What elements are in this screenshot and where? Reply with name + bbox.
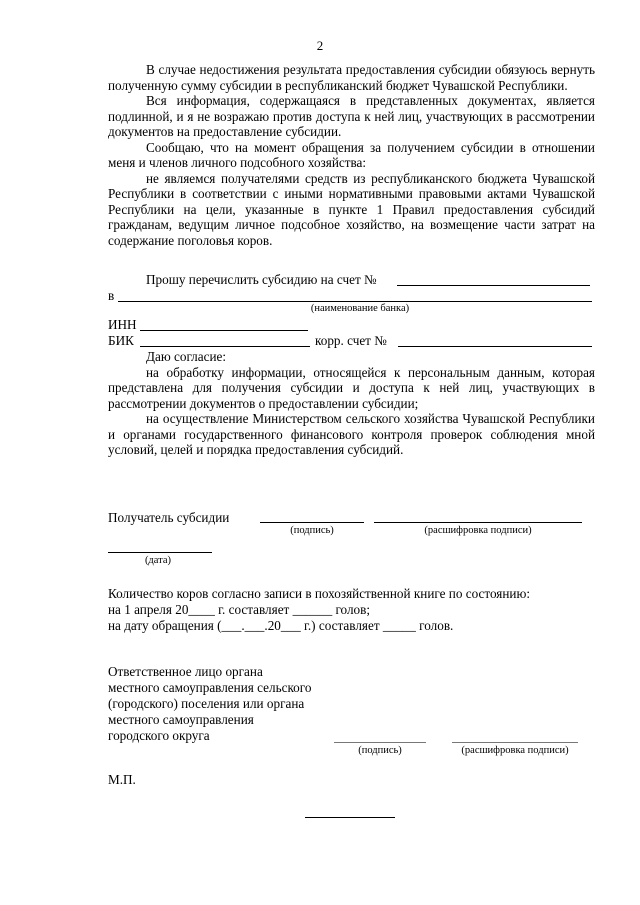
recipient-date-caption: (дата) [144, 555, 172, 566]
consent-heading: Даю согласие: [146, 349, 227, 364]
official-signature-caption: (подпись) [358, 745, 402, 756]
inn-label: ИНН [108, 317, 137, 332]
cows-request-date: на дату обращения (___.___.20___ г.) составляет _____ голов. [108, 618, 454, 633]
bank-name-caption: (наименование банка) [310, 303, 410, 314]
stamp-label: М.П. [108, 772, 136, 787]
cows-april: на 1 апреля 20____ г. составляет ______ голов; [108, 602, 371, 617]
recipient-decoding-caption: (расшифровка подписи) [424, 525, 532, 536]
page-number: 2 [316, 38, 324, 53]
bik-field[interactable] [140, 346, 310, 347]
bik-label: БИК [108, 333, 134, 348]
bank-name-field[interactable] [118, 301, 592, 302]
paragraph-authenticity: Вся информация, содержащаяся в представленных документах, является подлинной, и я не возражаю против доступа к ней лиц, участвующих в рассмотрении документов на предоставление субсидии. [108, 93, 595, 139]
footer-rule [305, 817, 395, 818]
paragraph-not-recipients: не являемся получателями средств из республиканского бюджета Чувашской Республики в соответствии с иными нормативными правовыми актами Чувашской Республики на цели, указанные в пункте 1 Правил предоставления субсидий гражданам, ведущим личное подсобное хозяйство, на возмещение части затрат на содержание поголовья коров. [108, 170, 595, 248]
official-decoding-field[interactable] [452, 742, 578, 743]
official-decoding-caption: (расшифровка подписи) [461, 745, 569, 756]
paragraph-refund: В случае недостижения результата предоставления субсидии обязуюсь вернуть полученную сумму субсидии в республиканский бюджет Чувашской Республики. [108, 62, 595, 93]
consent-personal-data: на обработку информации, относящейся к персональным данным, которая представлена для получения субсидии и доступа к ней лиц, участвующих в рассмотрении документов о предоставлении субсидии; [108, 364, 595, 411]
paragraph-notice: Сообщаю, что на момент обращения за получением субсидии в отношении меня и членов личного подсобного хозяйства: [108, 139, 595, 170]
inn-field[interactable] [140, 330, 308, 331]
corr-account-label: корр. счет № [315, 333, 387, 348]
official-signature-field[interactable] [334, 742, 426, 743]
consent-inspections: на осуществление Министерством сельского хозяйства Чувашской Республики и органами государственного финансового контроля проверок соблюдения мной условий, целей и порядка предоставления субсидий. [108, 411, 595, 457]
consent-block [108, 349, 595, 458]
recipient-signature-field[interactable] [260, 522, 364, 523]
recipient-date-field[interactable] [108, 552, 212, 553]
recipient-label: Получатель субсидии [108, 510, 230, 525]
recipient-decoding-field[interactable] [374, 522, 582, 523]
recipient-signature-caption: (подпись) [290, 525, 334, 536]
corr-account-field[interactable] [398, 346, 592, 347]
account-request-label: Прошу перечислить субсидию на счет № [146, 272, 377, 287]
declaration-text [108, 62, 595, 248]
cows-intro: Количество коров согласно записи в похозяйственной книге по состоянию: [108, 586, 530, 601]
official-label: Ответственное лицо органа местного самоуправления сельского (городского) поселения или органа местного самоуправления городского округа [108, 664, 312, 743]
account-number-field[interactable] [397, 285, 590, 286]
bank-in-label: в [108, 288, 115, 303]
